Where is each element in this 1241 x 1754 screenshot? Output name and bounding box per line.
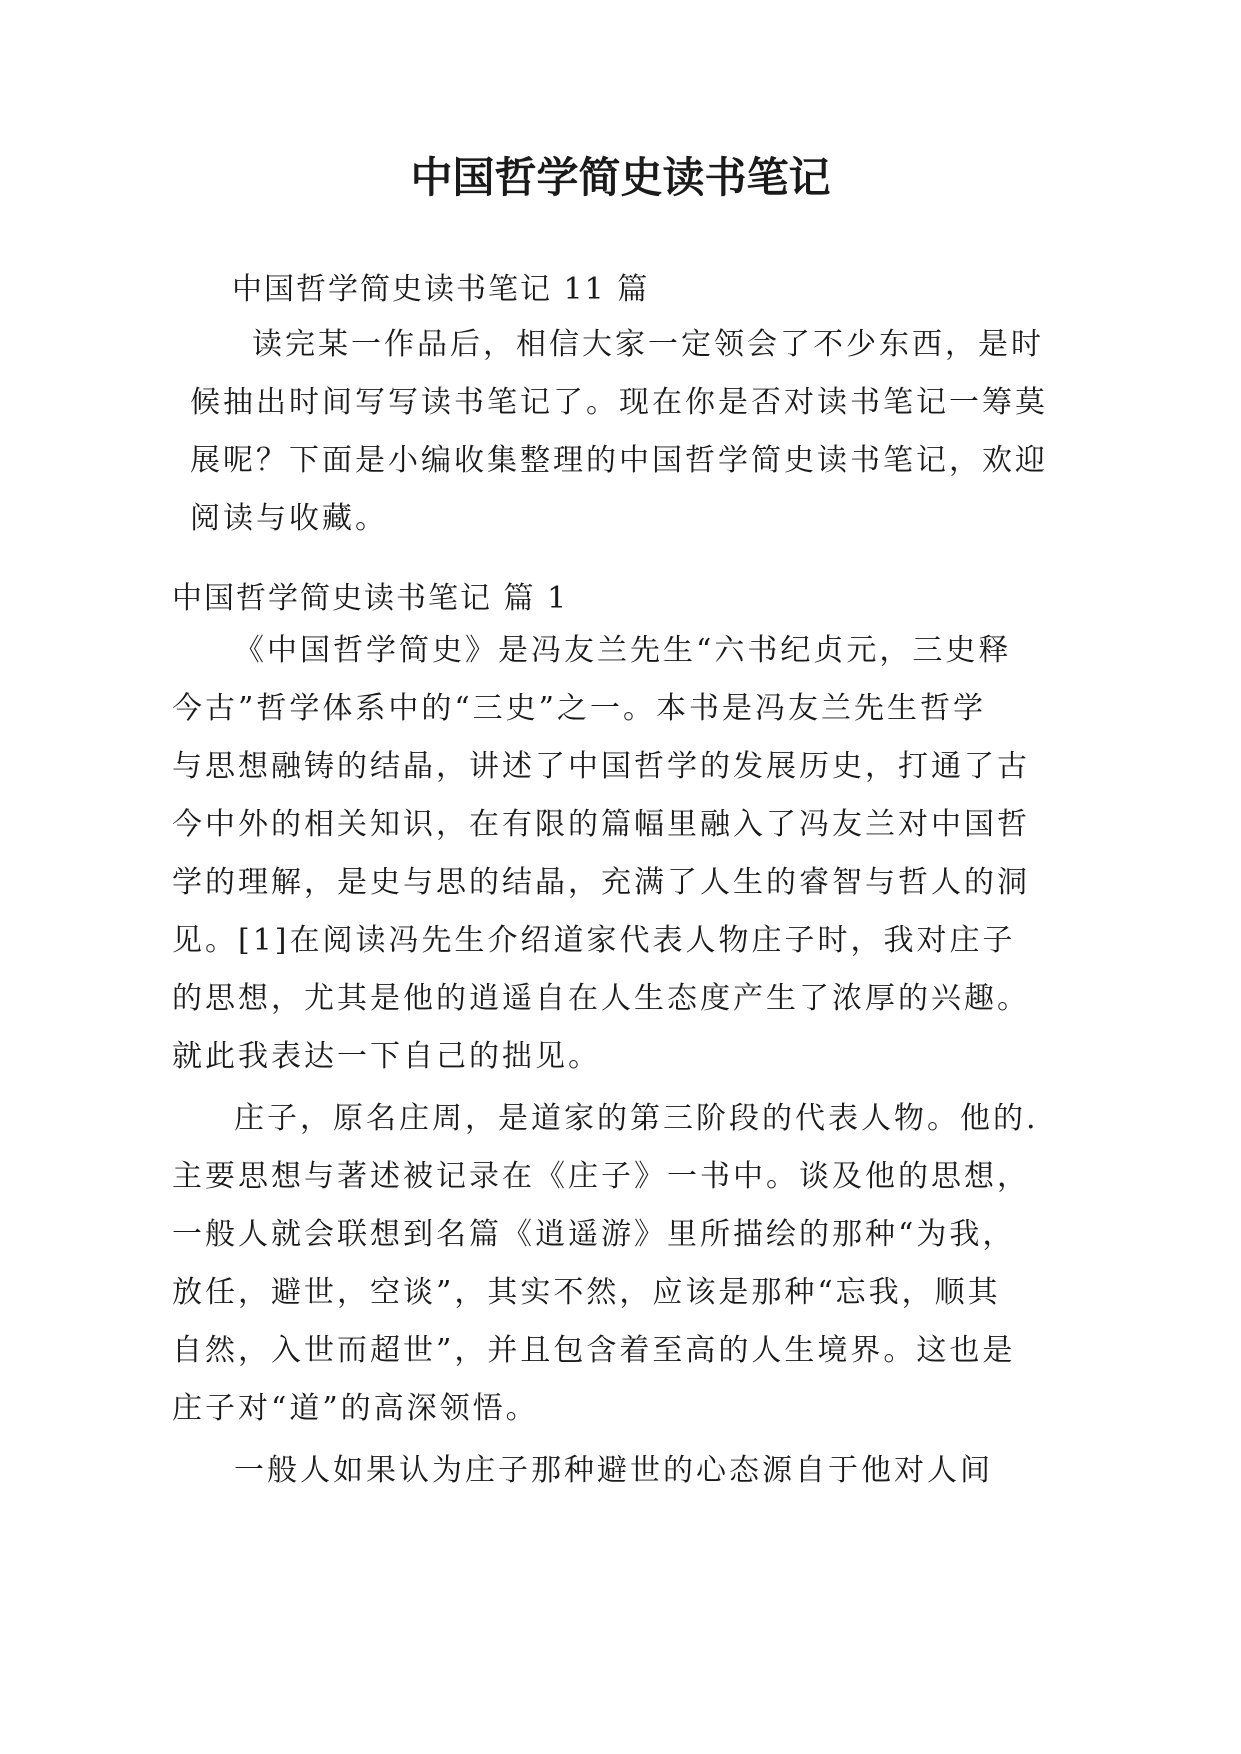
text-line: 学的理解，是史与思的结晶，充满了人生的睿智与哲人的洞 [172, 865, 1030, 900]
text-line: 就此我表达一下自己的拙见。 [172, 1039, 601, 1074]
document-title: 中国哲学简史读书笔记 [410, 153, 831, 202]
text-line: 阅读与收藏。 [190, 501, 388, 536]
text-line: 读完某一作品后，相信大家一定领会了不少东西，是时 [252, 327, 1044, 362]
paragraph-3 [172, 1442, 1052, 1500]
text-line: 主要思想与著述被记录在《庄子》一书中。谈及他的思想， [172, 1159, 1030, 1194]
section-heading: 中国哲学简史读书笔记 篇 1 [172, 581, 569, 616]
text-line: 庄子，原名庄周，是道家的第三阶段的代表人物。他的. [234, 1101, 1039, 1136]
text-line: 候抽出时间写写读书笔记了。现在你是否对读书笔记一筹莫 [190, 385, 1048, 420]
text-line: 今中外的相关知识，在有限的篇幅里融入了冯友兰对中国哲 [172, 807, 1030, 842]
text-line: 一般人如果认为庄子那种避世的心态源自于他对人间 [234, 1453, 993, 1488]
intro-paragraph [190, 316, 1070, 548]
text-line: 见。[1]在阅读冯先生介绍道家代表人物庄子时，我对庄子 [172, 923, 1016, 958]
paragraph-1 [172, 622, 1052, 1086]
text-line: 放任，避世，空谈”，其实不然，应该是那种“忘我，顺其 [172, 1275, 1001, 1310]
text-line: 与思想融铸的结晶，讲述了中国哲学的发展历史，打通了古 [172, 749, 1030, 784]
text-line: 的思想，尤其是他的逍遥自在人生态度产生了浓厚的兴趣。 [172, 981, 1030, 1016]
document-subtitle: 中国哲学简史读书笔记 11 篇 [232, 272, 650, 307]
text-line: 庄子对“道”的高深领悟。 [172, 1391, 539, 1426]
text-line: 今古”哲学体系中的“三史”之一。本书是冯友兰先生哲学 [172, 691, 987, 726]
text-line: 一般人就会联想到名篇《逍遥游》里所描绘的那种“为我， [172, 1217, 1016, 1252]
paragraph-2 [172, 1090, 1052, 1438]
text-line: 展呢？下面是小编收集整理的中国哲学简史读书笔记，欢迎 [190, 443, 1048, 478]
text-line: 《中国哲学简史》是冯友兰先生“六书纪贞元，三史释 [234, 633, 1012, 668]
text-line: 自然，入世而超世”，并且包含着至高的人生境界。这也是 [172, 1333, 1016, 1368]
